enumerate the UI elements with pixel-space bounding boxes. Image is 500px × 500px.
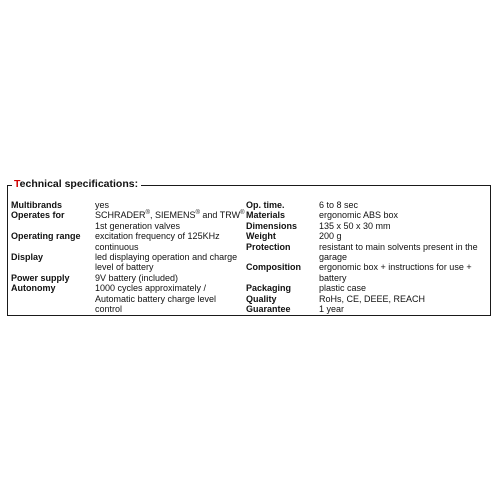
spec-value: 9V battery (included)	[95, 272, 179, 283]
spec-value: plastic case	[319, 283, 367, 294]
value-text: and TRW	[199, 210, 241, 221]
registered-mark: ®	[145, 210, 150, 217]
value-text: , SIEMENS	[149, 210, 196, 221]
section-title-text: echnical specifications:	[19, 178, 139, 190]
spec-row-composition	[246, 262, 485, 283]
spec-row-display	[11, 252, 245, 273]
spec-label: Packaging	[246, 283, 292, 294]
spec-label: Power supply	[11, 272, 70, 283]
spec-row-dimensions	[246, 221, 485, 231]
section-title-initial: T	[14, 178, 20, 190]
section-title	[12, 177, 141, 191]
spec-label: Composition	[246, 262, 301, 273]
spec-value: led displaying operation and charge level of battery	[95, 252, 238, 273]
spec-row-materials	[246, 210, 485, 220]
spec-value: 200 g	[319, 231, 342, 242]
spec-row-protection	[246, 242, 485, 263]
spec-label: Multibrands	[11, 200, 62, 210]
spec-row-packaging	[246, 283, 485, 293]
spec-row-operating-range	[11, 231, 245, 252]
registered-mark: ®	[195, 210, 200, 217]
spec-row-operates-for	[11, 210, 245, 231]
spec-value: 135 x 50 x 30 mm	[319, 220, 391, 231]
spec-value: resistant to main solvents present in the garage	[319, 241, 478, 263]
spec-column-left	[11, 200, 245, 314]
spec-value: ergonomic ABS box	[319, 210, 399, 221]
registered-mark: ®	[240, 210, 245, 217]
spec-row-op-time	[246, 200, 485, 210]
spec-row-autonomy	[11, 283, 245, 314]
spec-label: Quality	[246, 293, 277, 304]
spec-row-weight	[246, 231, 485, 241]
spec-label: Weight	[246, 231, 276, 242]
spec-label: Op. time.	[246, 200, 285, 210]
spec-label: Materials	[246, 210, 286, 221]
value-text: SCHRADER	[95, 210, 146, 221]
spec-value: 1 year	[319, 304, 345, 315]
spec-row-guarantee	[246, 304, 485, 314]
spec-label: Operates for	[11, 210, 65, 221]
spec-value: ergonomic box + instructions for use + battery	[319, 262, 472, 283]
spec-value: RoHs, CE, DEEE, REACH	[319, 293, 426, 304]
spec-row-power-supply	[11, 273, 245, 283]
spec-label: Autonomy	[11, 283, 56, 294]
spec-label: Display	[11, 252, 44, 263]
spec-label: Protection	[246, 241, 291, 252]
spec-value: 6 to 8 sec	[319, 200, 359, 210]
spec-value	[95, 210, 245, 231]
spec-value: 1000 cycles approximately / Automatic battery charge level control	[95, 283, 217, 315]
spec-label: Dimensions	[246, 220, 298, 231]
value-text: 1st generation valves	[95, 220, 181, 231]
spec-column-right	[246, 200, 485, 314]
spec-value: excitation frequency of 125KHz continuous	[95, 231, 220, 252]
spec-row-quality	[246, 294, 485, 304]
spec-row-multibrands	[11, 200, 245, 210]
spec-label: Guarantee	[246, 304, 291, 315]
spec-value: yes	[95, 200, 110, 210]
spec-label: Operating range	[11, 231, 81, 242]
